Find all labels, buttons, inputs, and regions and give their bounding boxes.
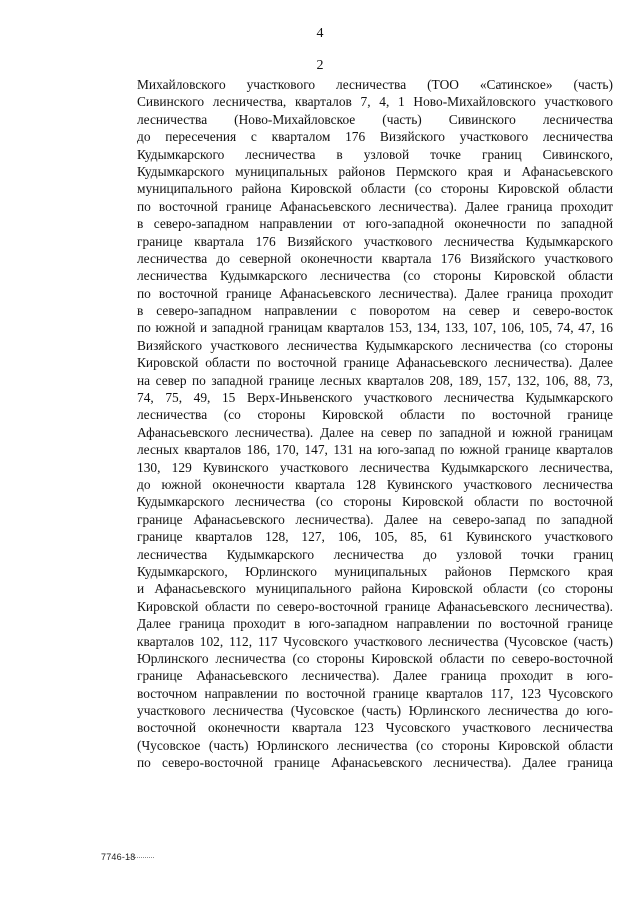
text-line: муниципального района Кировской области (со стороны Кировской области [137,181,613,197]
text-line: на север по западной границе лесных кварталов 208, 189, 157, 132, 106, 88, 73, [137,372,613,388]
text-line: до пересечения с кварталом 176 Визяйского участкового лесничества [137,129,613,145]
text-line: Афанасьевского лесничества). Далее на север по западной и южной границам [137,424,613,440]
text-line: лесничества Кудымкарского лесничества (со стороны Кировской области [137,268,613,284]
text-line: лесных кварталов 186, 170, 147, 131 на юго-запад по южной границе кварталов [137,442,613,458]
text-line: в северо-западном направлении от юго-западной оконечности по западной [137,216,613,232]
text-line: по восточной границе Афанасьевского лесничества). Далее граница проходит [137,198,613,214]
text-line: лесничества Кудымкарского лесничества до узловой точки границ [137,546,613,562]
text-line: Кудымкарского муниципальных районов Пермского края и Афанасьевского [137,163,613,179]
text-line: лесничества (со стороны Кировской области по восточной границе [137,407,613,423]
text-line: в северо-западном направлении с поворотом на север и северо-восток [137,303,613,319]
text-line: границе квартала 176 Визяйского участкового лесничества Кудымкарского [137,233,613,249]
text-line: кварталов 102, 112, 117 Чусовского участкового лесничества (Чусовское (часть) [137,633,613,649]
text-line: Сивинского лесничества, кварталов 7, 4, 1 Ново-Михайловского участкового [137,94,613,110]
text-line: по южной и западной границам кварталов 153, 134, 133, 107, 106, 105, 74, 47, 16 [137,320,613,336]
text-line: до южной оконечности квартала 128 Кувинского участкового лесничества [137,476,613,492]
text-line: 74, 75, 49, 15 Верх-Иньвенского участкового лесничества Кудымкарского [137,390,613,406]
text-line: восточном направлении по восточной границе кварталов 117, 123 Чусовского [137,685,613,701]
page-number-inner: 2 [316,58,324,73]
document-body [137,76,613,772]
text-line: Кировской области по северо-восточной границе Афанасьевского лесничества). [137,598,613,614]
footer-dotted-mark [128,857,154,858]
text-line: границе Афанасьевского лесничества). Далее граница проходит в юго- [137,668,613,684]
text-line: границе Афанасьевского лесничества). Далее на северо-запад по западной [137,511,613,527]
text-line: участкового лесничества (Чусовское (часть) Юрлинского лесничества до юго- [137,703,613,719]
text-line: Далее граница проходит в юго-западном направлении по восточной границе [137,616,613,632]
text-line: по восточной границе Афанасьевского лесничества). Далее граница проходит [137,285,613,301]
text-line: Кировской области по восточной границе Афанасьевского лесничества). Далее [137,355,613,371]
text-line: Кудымкарского, Юрлинского муниципальных районов Пермского края [137,563,613,579]
text-line: лесничества до северной оконечности квартала 176 Визяйского участкового [137,250,613,266]
text-line: границе кварталов 128, 127, 106, 105, 85, 61 Кувинского участкового [137,529,613,545]
footer-document-code: 7746-18 [101,852,136,862]
text-line: и Афанасьевского муниципального района Кировской области (со стороны [137,581,613,597]
text-line: Кудымкарского лесничества в узловой точке границ Сивинского, [137,146,613,162]
text-line: 130, 129 Кувинского участкового лесничества Кудымкарского лесничества, [137,459,613,475]
text-line: Юрлинского лесничества (со стороны Кировской области по северо-восточной [137,650,613,666]
text-line: по северо-восточной границе Афанасьевского лесничества). Далее граница [137,755,613,771]
text-line: Кудымкарского лесничества (со стороны Кировской области по восточной [137,494,613,510]
text-line: Михайловского участкового лесничества (ТОО «Сатинское» (часть) [137,77,613,92]
text-line: восточной оконечности квартала 123 Чусовского участкового лесничества [137,720,613,736]
text-line: (Чусовское (часть) Юрлинского лесничества (со стороны Кировской области [137,737,613,753]
text-line: Визяйского участкового лесничества Кудымкарского лесничества (со стороны [137,337,613,353]
text-line: лесничества (Ново-Михайловское (часть) Сивинского лесничества [137,111,613,127]
page-number-top: 4 [316,26,324,41]
